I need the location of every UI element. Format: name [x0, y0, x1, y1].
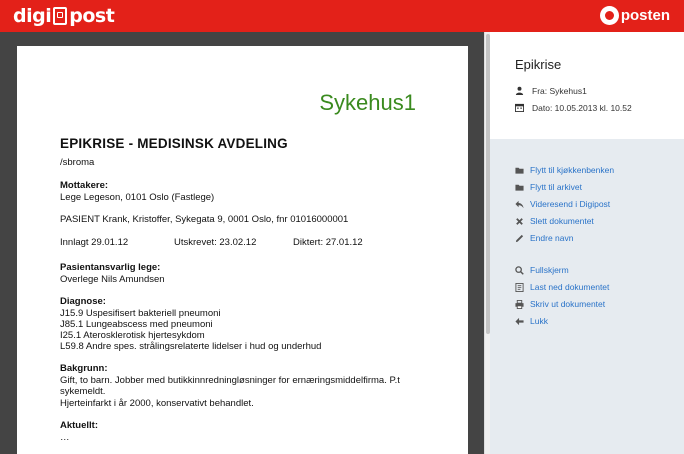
document-page [17, 46, 468, 454]
folder-icon [515, 183, 524, 192]
diagnosis-item: L59.8 Andre spes. strålingsrelaterte lidelser i hud og underhud [60, 341, 322, 352]
logo-text-prefix: digi [13, 5, 52, 27]
action-label: Flytt til kjøkkenbenken [530, 165, 615, 175]
rename-button[interactable] [515, 233, 573, 243]
actions-panel [490, 139, 684, 454]
document-info-panel [490, 32, 684, 139]
sidebar-document-title: Epikrise [515, 57, 562, 72]
person-icon [515, 86, 525, 96]
background-line: Hjerteinfarkt i år 2000, konservativt behandlet. [60, 398, 254, 409]
delete-document-button[interactable] [515, 216, 594, 226]
close-button[interactable] [515, 316, 548, 326]
calendar-icon [515, 103, 525, 113]
current-text: … [60, 432, 70, 443]
print-document-button[interactable] [515, 299, 605, 309]
recipients-label: Mottakere: [60, 180, 109, 191]
recipient-2: PASIENT Krank, Kristoffer, Sykegata 9, 0001 Oslo, fnr 01016000001 [60, 214, 349, 225]
date-text: Dato: 10.05.2013 kl. 10.52 [532, 103, 632, 113]
document-title: EPIKRISE - MEDISINSK AVDELING [60, 136, 288, 151]
action-label: Last ned dokumentet [530, 282, 610, 292]
doctor-name: Overlege Nils Amundsen [60, 274, 165, 285]
download-icon [515, 283, 524, 292]
sender-text: Fra: Sykehus1 [532, 86, 587, 96]
document-viewer[interactable] [0, 32, 484, 454]
recipient-1: Lege Legeson, 0101 Oslo (Fastlege) [60, 192, 215, 203]
action-label: Endre navn [530, 233, 574, 243]
diagnosis-item: J15.9 Uspesifisert bakteriell pneumoni [60, 308, 221, 319]
forward-in-digipost-button[interactable] [515, 199, 610, 209]
action-label: Skriv ut dokumentet [530, 299, 606, 309]
sender-info [515, 86, 587, 96]
fullscreen-button[interactable] [515, 265, 569, 275]
doctor-label: Pasientansvarlig lege: [60, 262, 161, 273]
document-sidebar [490, 32, 684, 454]
signature: /sbroma [60, 157, 95, 168]
hospital-name: Sykehus1 [319, 90, 416, 115]
pencil-icon [515, 234, 524, 243]
admitted-date: Innlagt 29.01.12 [60, 237, 129, 248]
move-to-kitchen-bench-button[interactable] [515, 165, 614, 175]
top-bar [0, 0, 684, 32]
close-icon [515, 217, 524, 226]
posten-logo-text: posten [620, 7, 670, 24]
mailbox-icon [53, 7, 67, 25]
background-line: Gift, to barn. Jobber med butikkinnredningløsninger for ernæringsmiddelfirma. P.t [60, 375, 400, 386]
background-label: Bakgrunn: [60, 363, 108, 374]
back-arrow-icon [515, 317, 524, 326]
download-document-button[interactable] [515, 282, 609, 292]
date-info [515, 103, 632, 113]
current-label: Aktuellt: [60, 420, 98, 431]
posten-logo[interactable] [600, 6, 670, 25]
forward-icon [515, 200, 524, 209]
diagnosis-label: Diagnose: [60, 296, 106, 307]
background-line: sykemeldt. [60, 386, 106, 397]
discharged-date: Utskrevet: 23.02.12 [174, 237, 257, 248]
action-label: Slett dokumentet [530, 216, 594, 226]
action-label: Flytt til arkivet [530, 182, 582, 192]
logo-text-suffix: post [69, 5, 115, 27]
zoom-icon [515, 266, 524, 275]
dictated-date: Diktert: 27.01.12 [293, 237, 363, 248]
move-to-archive-button[interactable] [515, 182, 582, 192]
action-label: Fullskjerm [530, 265, 569, 275]
digipost-logo[interactable] [13, 5, 114, 27]
action-label: Lukk [530, 316, 548, 326]
diagnosis-item: J85.1 Lungeabscess med pneumoni [60, 319, 213, 330]
action-label: Videresend i Digipost [530, 199, 611, 209]
posthorn-icon [600, 6, 619, 25]
folder-icon [515, 166, 524, 175]
diagnosis-item: I25.1 Aterosklerotisk hjertesykdom [60, 330, 205, 341]
print-icon [515, 300, 524, 309]
